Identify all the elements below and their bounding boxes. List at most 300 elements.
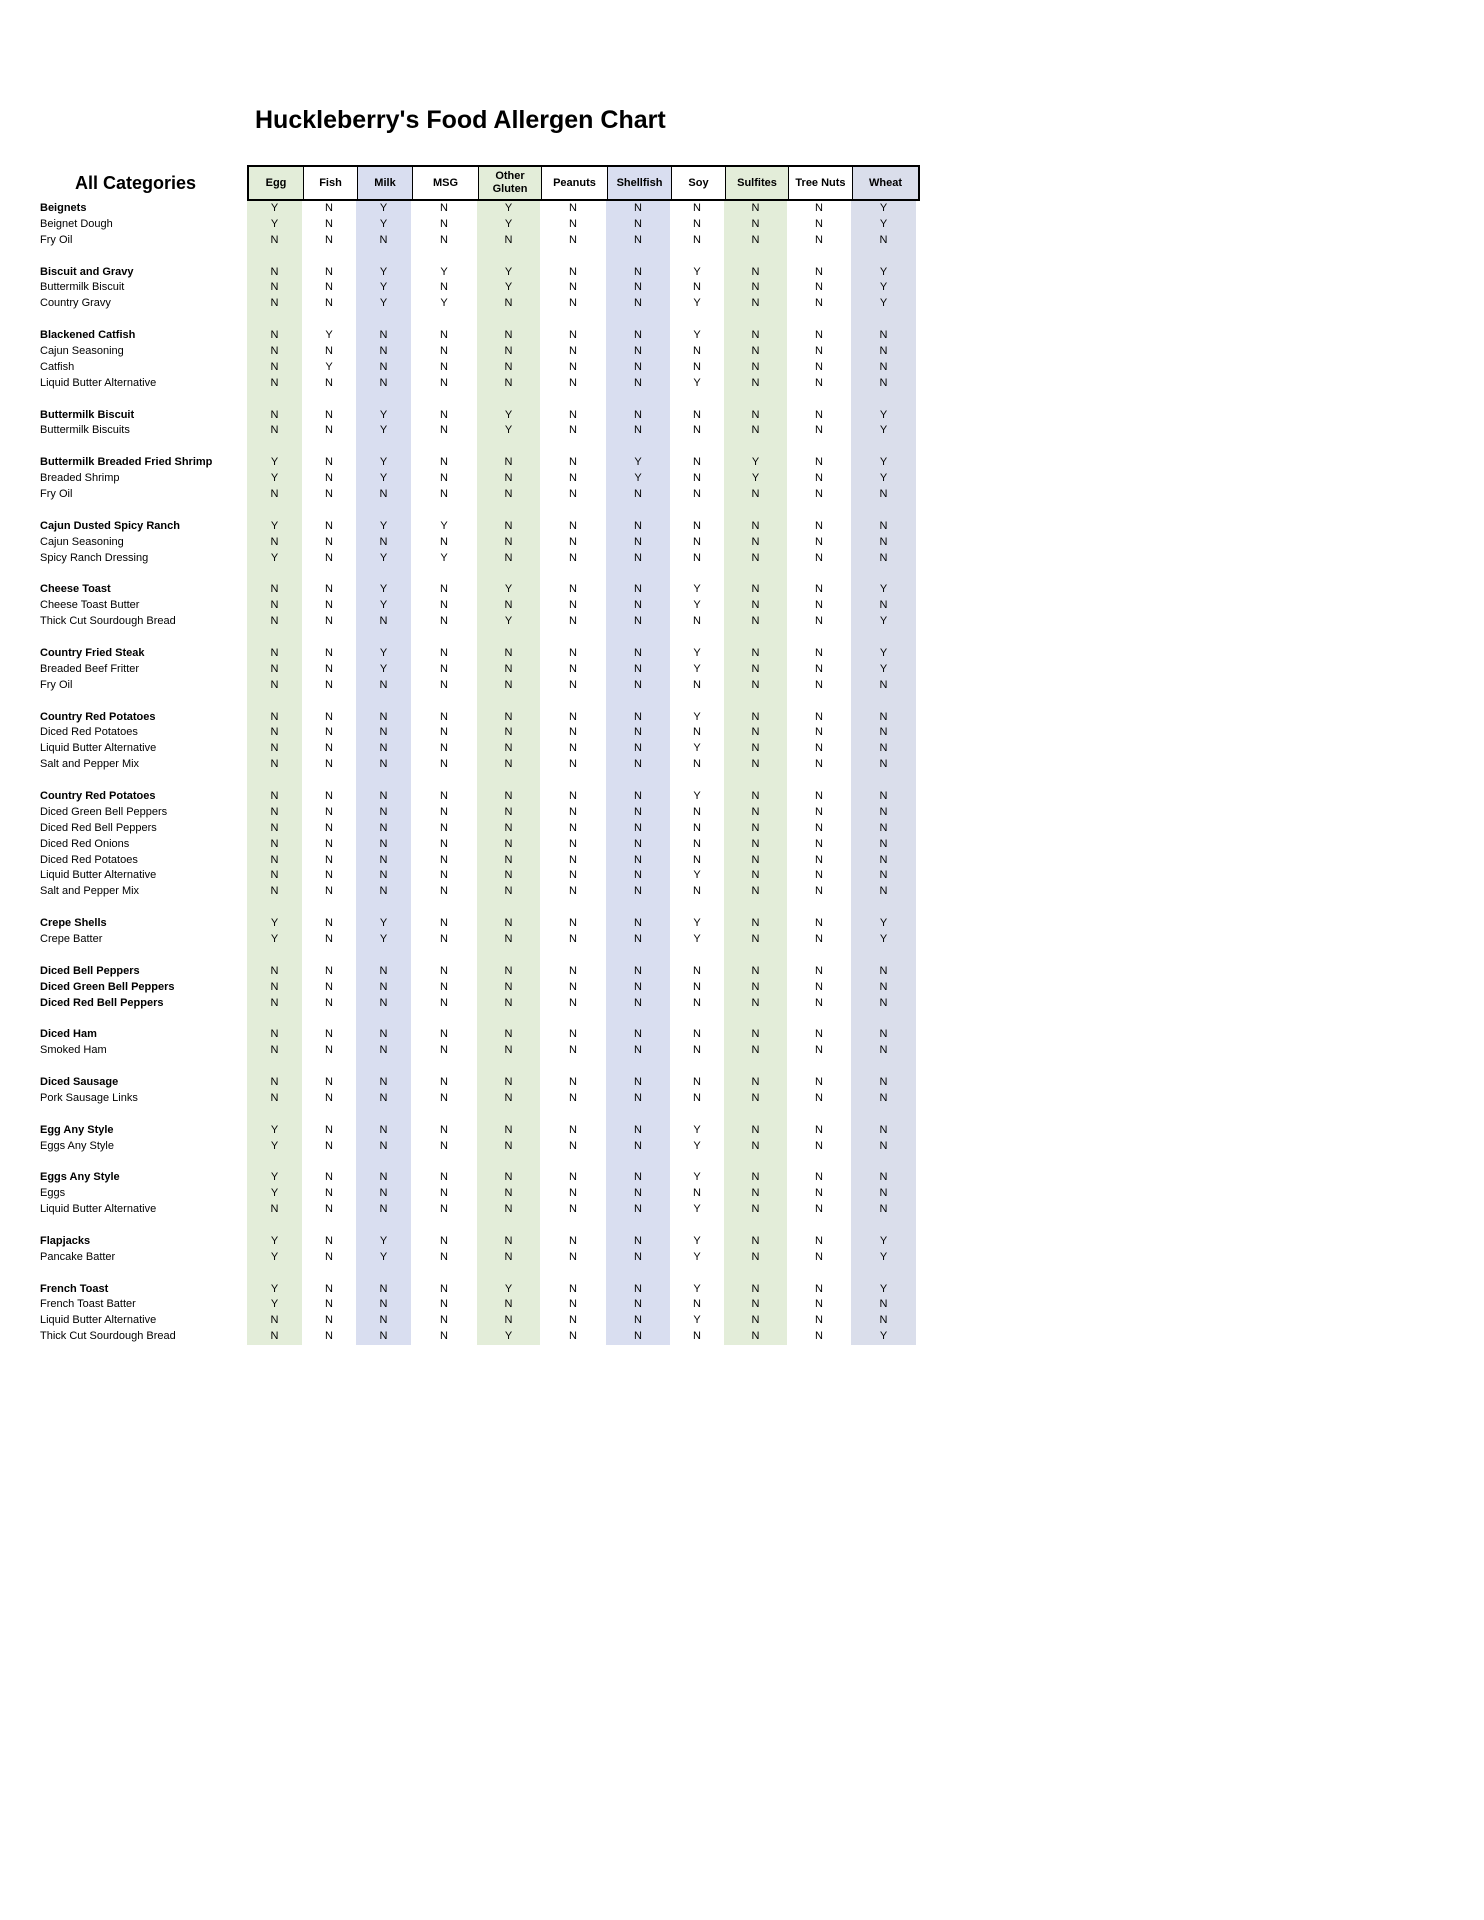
allergen-cell bbox=[851, 439, 916, 455]
allergen-cell: N bbox=[787, 551, 851, 567]
allergen-cell bbox=[670, 900, 724, 916]
allergen-cell: Y bbox=[247, 1123, 302, 1139]
allergen-cell: N bbox=[247, 423, 302, 439]
allergen-cell: N bbox=[540, 805, 606, 821]
allergen-cell: N bbox=[302, 1123, 356, 1139]
allergen-cell bbox=[606, 694, 670, 710]
allergen-cell bbox=[302, 392, 356, 408]
allergen-cell bbox=[302, 1154, 356, 1170]
allergen-cell bbox=[247, 900, 302, 916]
allergen-cell: N bbox=[302, 1027, 356, 1043]
allergen-cell bbox=[851, 312, 916, 328]
spacer-row bbox=[40, 948, 920, 964]
allergen-cell: N bbox=[606, 265, 670, 281]
allergen-cell: N bbox=[477, 551, 540, 567]
allergen-cell bbox=[477, 439, 540, 455]
allergen-cell: N bbox=[477, 980, 540, 996]
allergen-cell bbox=[724, 630, 787, 646]
allergen-cell: N bbox=[724, 884, 787, 900]
allergen-cell: N bbox=[477, 1250, 540, 1266]
allergen-cell bbox=[356, 503, 411, 519]
allergen-cell bbox=[247, 312, 302, 328]
allergen-cell: Y bbox=[411, 551, 477, 567]
allergen-cell: N bbox=[411, 1123, 477, 1139]
allergen-cell: N bbox=[247, 678, 302, 694]
item-label: Cajun Seasoning bbox=[40, 345, 124, 358]
allergen-cell: N bbox=[606, 519, 670, 535]
allergen-cell: N bbox=[606, 535, 670, 551]
allergen-cell: Y bbox=[411, 519, 477, 535]
allergen-cell: N bbox=[787, 964, 851, 980]
allergen-cell bbox=[477, 1154, 540, 1170]
allergen-cell bbox=[724, 1154, 787, 1170]
allergen-cell: N bbox=[411, 725, 477, 741]
spacer-row bbox=[40, 249, 920, 265]
allergen-cell: N bbox=[787, 868, 851, 884]
allergen-cell: N bbox=[302, 265, 356, 281]
allergen-cell bbox=[356, 948, 411, 964]
allergen-cell: N bbox=[356, 233, 411, 249]
allergen-cell bbox=[477, 948, 540, 964]
allergen-cell: N bbox=[302, 789, 356, 805]
allergen-cell: N bbox=[247, 233, 302, 249]
allergen-cell bbox=[356, 1011, 411, 1027]
allergen-cell: Y bbox=[247, 1282, 302, 1298]
allergen-cell: N bbox=[302, 821, 356, 837]
allergen-cell bbox=[670, 1218, 724, 1234]
item-label bbox=[40, 1059, 247, 1075]
allergen-cell bbox=[247, 773, 302, 789]
allergen-cell: N bbox=[540, 1139, 606, 1155]
allergen-cell bbox=[787, 1266, 851, 1282]
allergen-cell: N bbox=[247, 376, 302, 392]
allergen-cell bbox=[477, 773, 540, 789]
table-row bbox=[40, 837, 920, 853]
allergen-cell: Y bbox=[477, 614, 540, 630]
table-row bbox=[40, 471, 920, 487]
item-label: Diced Red Bell Peppers bbox=[40, 821, 157, 834]
allergen-cell bbox=[247, 439, 302, 455]
allergen-cell: N bbox=[787, 265, 851, 281]
allergen-cell: N bbox=[302, 678, 356, 694]
allergen-cell: N bbox=[540, 423, 606, 439]
item-label: Liquid Butter Alternative bbox=[40, 869, 157, 882]
allergen-cell bbox=[411, 439, 477, 455]
column-header-other-gluten: Other Gluten bbox=[479, 167, 542, 199]
allergen-cell bbox=[302, 630, 356, 646]
table-row bbox=[40, 296, 920, 312]
allergen-cell: N bbox=[851, 376, 916, 392]
table-row bbox=[40, 328, 920, 344]
allergen-cell bbox=[724, 948, 787, 964]
allergen-cell bbox=[724, 900, 787, 916]
allergen-cell: N bbox=[411, 757, 477, 773]
allergen-table bbox=[40, 165, 920, 1345]
item-label: Buttermilk Breaded Fried Shrimp bbox=[40, 456, 213, 469]
allergen-cell bbox=[247, 1107, 302, 1123]
column-header-egg: Egg bbox=[249, 167, 304, 199]
column-header-soy: Soy bbox=[672, 167, 726, 199]
allergen-cell: N bbox=[540, 980, 606, 996]
spacer-row bbox=[40, 1266, 920, 1282]
allergen-cell: N bbox=[851, 1186, 916, 1202]
allergen-cell: N bbox=[477, 1186, 540, 1202]
table-row bbox=[40, 662, 920, 678]
allergen-cell: N bbox=[356, 360, 411, 376]
allergen-cell: N bbox=[411, 582, 477, 598]
allergen-cell: N bbox=[670, 551, 724, 567]
allergen-cell: Y bbox=[356, 1234, 411, 1250]
allergen-cell: Y bbox=[851, 662, 916, 678]
allergen-cell bbox=[540, 439, 606, 455]
allergen-cell bbox=[724, 1218, 787, 1234]
table-row bbox=[40, 201, 920, 217]
allergen-cell bbox=[477, 503, 540, 519]
allergen-cell: N bbox=[851, 535, 916, 551]
allergen-cell bbox=[356, 1107, 411, 1123]
allergen-cell bbox=[724, 1107, 787, 1123]
allergen-cell: N bbox=[787, 646, 851, 662]
allergen-cell: N bbox=[787, 614, 851, 630]
allergen-cell: N bbox=[302, 741, 356, 757]
table-row bbox=[40, 1234, 920, 1250]
allergen-cell bbox=[247, 1266, 302, 1282]
allergen-cell: N bbox=[411, 1027, 477, 1043]
allergen-cell: N bbox=[724, 1027, 787, 1043]
item-label: Eggs Any Style bbox=[40, 1171, 120, 1184]
table-row bbox=[40, 551, 920, 567]
allergen-cell: N bbox=[540, 376, 606, 392]
allergen-cell: N bbox=[247, 344, 302, 360]
allergen-cell: N bbox=[670, 1027, 724, 1043]
allergen-cell: N bbox=[787, 1170, 851, 1186]
item-label bbox=[40, 566, 247, 582]
allergen-cell: Y bbox=[247, 217, 302, 233]
allergen-cell: N bbox=[606, 1027, 670, 1043]
allergen-cell: N bbox=[606, 646, 670, 662]
allergen-cell: N bbox=[787, 821, 851, 837]
spacer-row bbox=[40, 1218, 920, 1234]
allergen-cell: N bbox=[411, 837, 477, 853]
allergen-cell bbox=[606, 312, 670, 328]
allergen-cell bbox=[356, 1059, 411, 1075]
allergen-cell: N bbox=[247, 725, 302, 741]
allergen-cell bbox=[724, 439, 787, 455]
spacer-row bbox=[40, 392, 920, 408]
allergen-cell bbox=[670, 312, 724, 328]
table-row bbox=[40, 725, 920, 741]
allergen-cell: N bbox=[606, 1282, 670, 1298]
allergen-cell: N bbox=[606, 582, 670, 598]
item-label: Diced Red Potatoes bbox=[40, 853, 138, 866]
allergen-cell: N bbox=[540, 1250, 606, 1266]
item-label: Catfish bbox=[40, 360, 75, 373]
allergen-cell: Y bbox=[356, 646, 411, 662]
allergen-cell: N bbox=[247, 646, 302, 662]
allergen-cell bbox=[851, 1011, 916, 1027]
table-row bbox=[40, 868, 920, 884]
allergen-cell: N bbox=[787, 1234, 851, 1250]
allergen-cell: N bbox=[356, 614, 411, 630]
item-label: Biscuit and Gravy bbox=[40, 265, 134, 278]
allergen-cell: Y bbox=[247, 551, 302, 567]
allergen-cell: N bbox=[411, 487, 477, 503]
allergen-cell: N bbox=[302, 1075, 356, 1091]
allergen-cell: Y bbox=[477, 1329, 540, 1345]
allergen-cell: Y bbox=[670, 1139, 724, 1155]
allergen-cell: N bbox=[540, 519, 606, 535]
allergen-cell bbox=[247, 566, 302, 582]
allergen-cell: N bbox=[670, 280, 724, 296]
allergen-cell bbox=[302, 1266, 356, 1282]
allergen-cell bbox=[540, 1154, 606, 1170]
allergen-cell bbox=[606, 503, 670, 519]
allergen-cell: N bbox=[851, 868, 916, 884]
allergen-cell: N bbox=[356, 328, 411, 344]
item-label: Pork Sausage Links bbox=[40, 1091, 138, 1104]
allergen-cell: N bbox=[540, 535, 606, 551]
allergen-cell bbox=[411, 503, 477, 519]
allergen-cell: Y bbox=[247, 471, 302, 487]
allergen-cell: N bbox=[787, 757, 851, 773]
allergen-cell: N bbox=[851, 1313, 916, 1329]
allergen-cell bbox=[851, 249, 916, 265]
allergen-cell: N bbox=[302, 487, 356, 503]
item-label bbox=[40, 249, 247, 265]
allergen-cell: Y bbox=[670, 1282, 724, 1298]
allergen-cell: N bbox=[356, 678, 411, 694]
item-label bbox=[40, 1218, 247, 1234]
allergen-cell: N bbox=[606, 376, 670, 392]
allergen-cell: N bbox=[540, 789, 606, 805]
allergen-cell: N bbox=[411, 662, 477, 678]
table-row bbox=[40, 821, 920, 837]
allergen-cell bbox=[302, 1059, 356, 1075]
allergen-cell: Y bbox=[670, 328, 724, 344]
allergen-cell: N bbox=[851, 757, 916, 773]
allergen-cell: N bbox=[356, 1170, 411, 1186]
allergen-cell: N bbox=[724, 519, 787, 535]
allergen-cell: N bbox=[302, 996, 356, 1012]
allergen-cell bbox=[540, 249, 606, 265]
column-header-milk: Milk bbox=[358, 167, 413, 199]
table-row bbox=[40, 455, 920, 471]
allergen-cell: N bbox=[356, 1123, 411, 1139]
allergen-cell: N bbox=[302, 1043, 356, 1059]
allergen-cell bbox=[851, 948, 916, 964]
allergen-cell: N bbox=[247, 360, 302, 376]
allergen-cell: N bbox=[356, 821, 411, 837]
allergen-cell: N bbox=[302, 614, 356, 630]
allergen-cell: N bbox=[411, 614, 477, 630]
allergen-cell: N bbox=[670, 805, 724, 821]
allergen-cell: N bbox=[724, 805, 787, 821]
allergen-cell: N bbox=[724, 201, 787, 217]
allergen-cell: N bbox=[540, 1043, 606, 1059]
allergen-cell bbox=[540, 694, 606, 710]
allergen-cell: N bbox=[411, 1250, 477, 1266]
allergen-cell: N bbox=[477, 932, 540, 948]
allergen-cell bbox=[540, 503, 606, 519]
allergen-cell: N bbox=[724, 551, 787, 567]
item-label: Fry Oil bbox=[40, 678, 73, 691]
allergen-cell: N bbox=[247, 837, 302, 853]
allergen-cell: N bbox=[851, 598, 916, 614]
allergen-cell: N bbox=[787, 678, 851, 694]
item-label: Fry Oil bbox=[40, 233, 73, 246]
allergen-cell bbox=[540, 1107, 606, 1123]
allergen-cell: N bbox=[851, 996, 916, 1012]
allergen-cell: N bbox=[670, 980, 724, 996]
allergen-cell: N bbox=[302, 757, 356, 773]
allergen-cell: N bbox=[302, 551, 356, 567]
allergen-cell: Y bbox=[670, 1123, 724, 1139]
table-row bbox=[40, 535, 920, 551]
allergen-cell: N bbox=[787, 1250, 851, 1266]
allergen-cell: Y bbox=[247, 519, 302, 535]
allergen-cell: Y bbox=[670, 1234, 724, 1250]
allergen-cell bbox=[606, 439, 670, 455]
allergen-cell: N bbox=[247, 598, 302, 614]
spacer-row bbox=[40, 503, 920, 519]
allergen-cell: N bbox=[606, 853, 670, 869]
table-row bbox=[40, 996, 920, 1012]
allergen-cell: N bbox=[477, 455, 540, 471]
allergen-cell: N bbox=[606, 1250, 670, 1266]
allergen-cell: N bbox=[787, 598, 851, 614]
table-row bbox=[40, 408, 920, 424]
item-label bbox=[40, 312, 247, 328]
allergen-cell: N bbox=[724, 360, 787, 376]
table-row bbox=[40, 964, 920, 980]
table-row bbox=[40, 582, 920, 598]
allergen-cell bbox=[477, 1266, 540, 1282]
allergen-cell: N bbox=[540, 1282, 606, 1298]
item-label: Country Gravy bbox=[40, 297, 111, 310]
column-header-wheat: Wheat bbox=[853, 167, 918, 199]
allergen-cell: N bbox=[851, 344, 916, 360]
allergen-cell bbox=[670, 1059, 724, 1075]
allergen-cell: N bbox=[247, 964, 302, 980]
allergen-cell: N bbox=[540, 344, 606, 360]
allergen-cell: N bbox=[411, 1202, 477, 1218]
allergen-cell: N bbox=[356, 725, 411, 741]
allergen-cell: N bbox=[477, 1234, 540, 1250]
allergen-cell: N bbox=[356, 980, 411, 996]
allergen-cell: N bbox=[787, 1313, 851, 1329]
allergen-cell: N bbox=[670, 1091, 724, 1107]
table-row bbox=[40, 280, 920, 296]
allergen-cell: N bbox=[540, 868, 606, 884]
allergen-cell: N bbox=[670, 853, 724, 869]
allergen-cell bbox=[411, 1059, 477, 1075]
allergen-cell: N bbox=[851, 725, 916, 741]
allergen-cell: N bbox=[247, 1043, 302, 1059]
allergen-cell: N bbox=[411, 853, 477, 869]
item-label: Salt and Pepper Mix bbox=[40, 885, 140, 898]
item-label: Breaded Shrimp bbox=[40, 472, 120, 485]
allergen-cell: Y bbox=[851, 201, 916, 217]
allergen-cell bbox=[724, 503, 787, 519]
item-label: Cajun Seasoning bbox=[40, 535, 124, 548]
allergen-cell: N bbox=[787, 376, 851, 392]
item-label bbox=[40, 1266, 247, 1282]
allergen-cell: N bbox=[540, 1234, 606, 1250]
allergen-cell: N bbox=[606, 360, 670, 376]
allergen-cell: N bbox=[724, 376, 787, 392]
allergen-cell bbox=[670, 1154, 724, 1170]
allergen-cell: N bbox=[302, 344, 356, 360]
allergen-cell: N bbox=[302, 725, 356, 741]
column-header-fish: Fish bbox=[304, 167, 358, 199]
allergen-cell: N bbox=[851, 805, 916, 821]
allergen-cell bbox=[851, 900, 916, 916]
allergen-cell: Y bbox=[851, 646, 916, 662]
allergen-cell: N bbox=[606, 1123, 670, 1139]
allergen-cell bbox=[851, 630, 916, 646]
table-row bbox=[40, 598, 920, 614]
allergen-cell: N bbox=[724, 423, 787, 439]
allergen-cell: N bbox=[670, 757, 724, 773]
allergen-cell bbox=[787, 503, 851, 519]
allergen-cell: N bbox=[477, 1043, 540, 1059]
allergen-cell: N bbox=[356, 535, 411, 551]
allergen-cell: N bbox=[302, 582, 356, 598]
allergen-cell: N bbox=[851, 980, 916, 996]
allergen-cell bbox=[302, 566, 356, 582]
allergen-cell: N bbox=[411, 471, 477, 487]
allergen-cell: N bbox=[302, 296, 356, 312]
item-label: Buttermilk Biscuit bbox=[40, 281, 125, 294]
allergen-cell bbox=[302, 439, 356, 455]
allergen-cell: N bbox=[670, 201, 724, 217]
allergen-cell: N bbox=[477, 1313, 540, 1329]
allergen-cell bbox=[477, 1059, 540, 1075]
allergen-cell: N bbox=[606, 805, 670, 821]
allergen-cell: Y bbox=[356, 662, 411, 678]
allergen-cell: Y bbox=[477, 423, 540, 439]
allergen-cell: N bbox=[851, 741, 916, 757]
allergen-cell: Y bbox=[356, 916, 411, 932]
allergen-cell: N bbox=[477, 1297, 540, 1313]
allergen-cell: N bbox=[302, 408, 356, 424]
allergen-cell bbox=[356, 566, 411, 582]
allergen-cell: N bbox=[411, 201, 477, 217]
allergen-cell: N bbox=[540, 725, 606, 741]
allergen-cell: N bbox=[787, 1329, 851, 1345]
allergen-cell: N bbox=[477, 996, 540, 1012]
table-row bbox=[40, 487, 920, 503]
table-body bbox=[40, 201, 920, 1345]
allergen-cell bbox=[787, 1059, 851, 1075]
allergen-cell: N bbox=[356, 757, 411, 773]
allergen-cell: N bbox=[356, 805, 411, 821]
item-label: Blackened Catfish bbox=[40, 329, 136, 342]
allergen-cell: N bbox=[540, 1075, 606, 1091]
allergen-cell: N bbox=[851, 233, 916, 249]
allergen-cell: N bbox=[787, 280, 851, 296]
allergen-cell: N bbox=[540, 1123, 606, 1139]
allergen-cell: Y bbox=[411, 265, 477, 281]
table-row bbox=[40, 1027, 920, 1043]
allergen-cell bbox=[787, 1218, 851, 1234]
allergen-cell: N bbox=[670, 233, 724, 249]
allergen-cell: N bbox=[851, 487, 916, 503]
allergen-cell: N bbox=[411, 233, 477, 249]
allergen-cell bbox=[606, 249, 670, 265]
allergen-cell bbox=[670, 948, 724, 964]
table-row bbox=[40, 980, 920, 996]
